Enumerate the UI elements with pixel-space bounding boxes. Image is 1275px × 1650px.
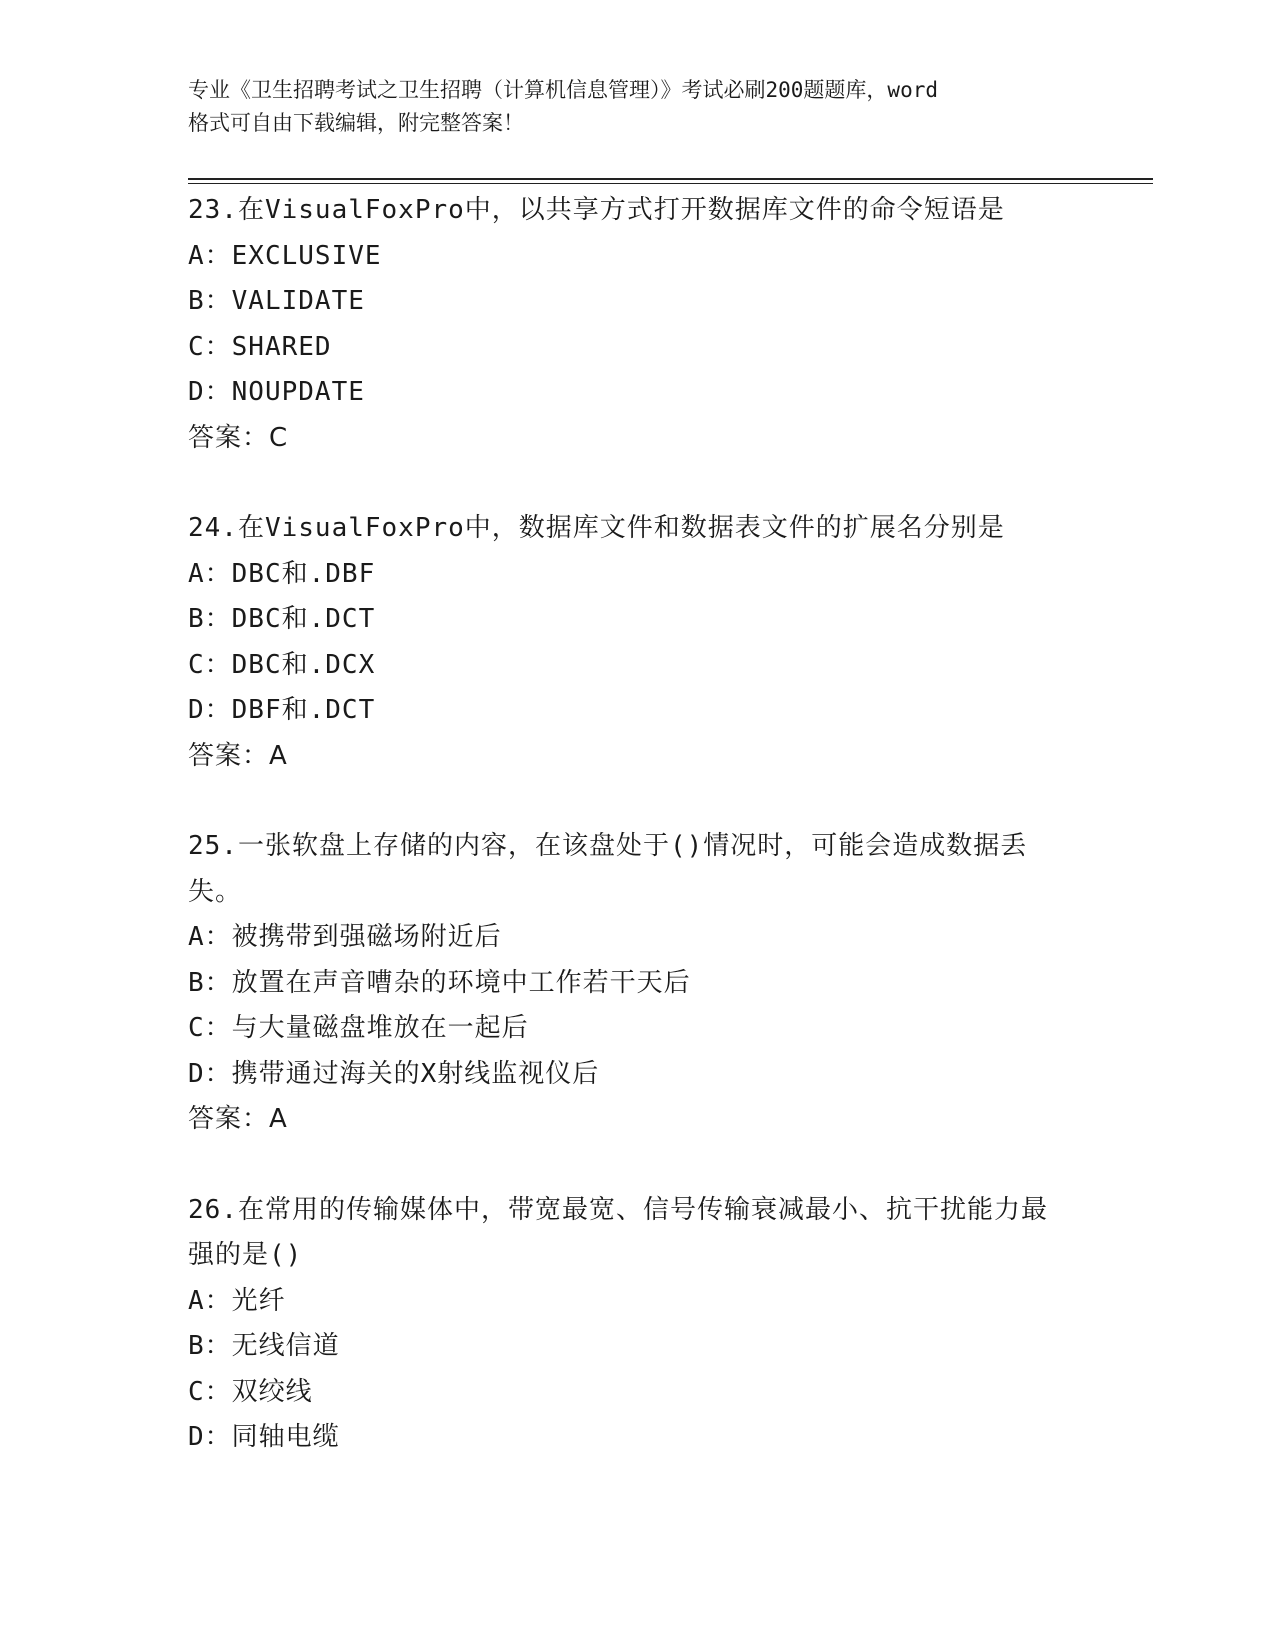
answer-line: 答案：A	[188, 1104, 288, 1134]
answer-line: 答案：A	[188, 740, 288, 771]
option-d: D：DBF和.DCT	[188, 695, 376, 725]
option-d: D：同轴电缆	[188, 1422, 340, 1452]
question-stem: 24.在VisualFoxPro中，数据库文件和数据表文件的扩展名分别是	[188, 513, 1005, 543]
option-b: B：放置在声音嘈杂的环境中工作若干天后	[188, 967, 691, 998]
option-a: A：光纤	[188, 1285, 286, 1316]
option-c: C：双绞线	[188, 1376, 313, 1407]
question-stem: 23.在VisualFoxPro中，以共享方式打开数据库文件的命令短语是	[188, 195, 1005, 225]
header-line-1: 专业《卫生招聘考试之卫生招聘（计算机信息管理）》考试必刷200题题库，word	[188, 78, 938, 102]
option-d: D：携带通过海关的X射线监视仪后	[188, 1058, 600, 1089]
question-25	[188, 824, 1088, 1143]
option-b: B：无线信道	[188, 1331, 340, 1361]
document-header	[188, 74, 1088, 140]
option-d: D：NOUPDATE	[188, 377, 365, 407]
answer-line: 答案：C	[188, 422, 289, 453]
header-line-2: 格式可自由下载编辑，附完整答案！	[188, 111, 524, 135]
option-a: A：被携带到强磁场附近后	[188, 922, 502, 952]
question-24	[188, 506, 1088, 779]
option-c: C：与大量磁盘堆放在一起后	[188, 1013, 529, 1043]
question-stem: 26.在常用的传输媒体中，带宽最宽、信号传输衰减最小、抗干扰能力最强的是()	[188, 1194, 1048, 1270]
option-b: B：VALIDATE	[188, 286, 365, 316]
question-26	[188, 1188, 1088, 1461]
option-b: B：DBC和.DCT	[188, 604, 376, 634]
option-c: C：DBC和.DCX	[188, 649, 376, 680]
question-stem: 25.一张软盘上存储的内容，在该盘处于()情况时，可能会造成数据丢失。	[188, 831, 1028, 907]
header-divider-thick	[188, 178, 1153, 180]
option-a: A：DBC和.DBF	[188, 558, 376, 589]
option-c: C：SHARED	[188, 331, 332, 362]
header-divider-thin	[188, 183, 1153, 184]
question-23	[188, 188, 1088, 461]
question-list	[188, 188, 1088, 1461]
option-a: A：EXCLUSIVE	[188, 240, 382, 271]
